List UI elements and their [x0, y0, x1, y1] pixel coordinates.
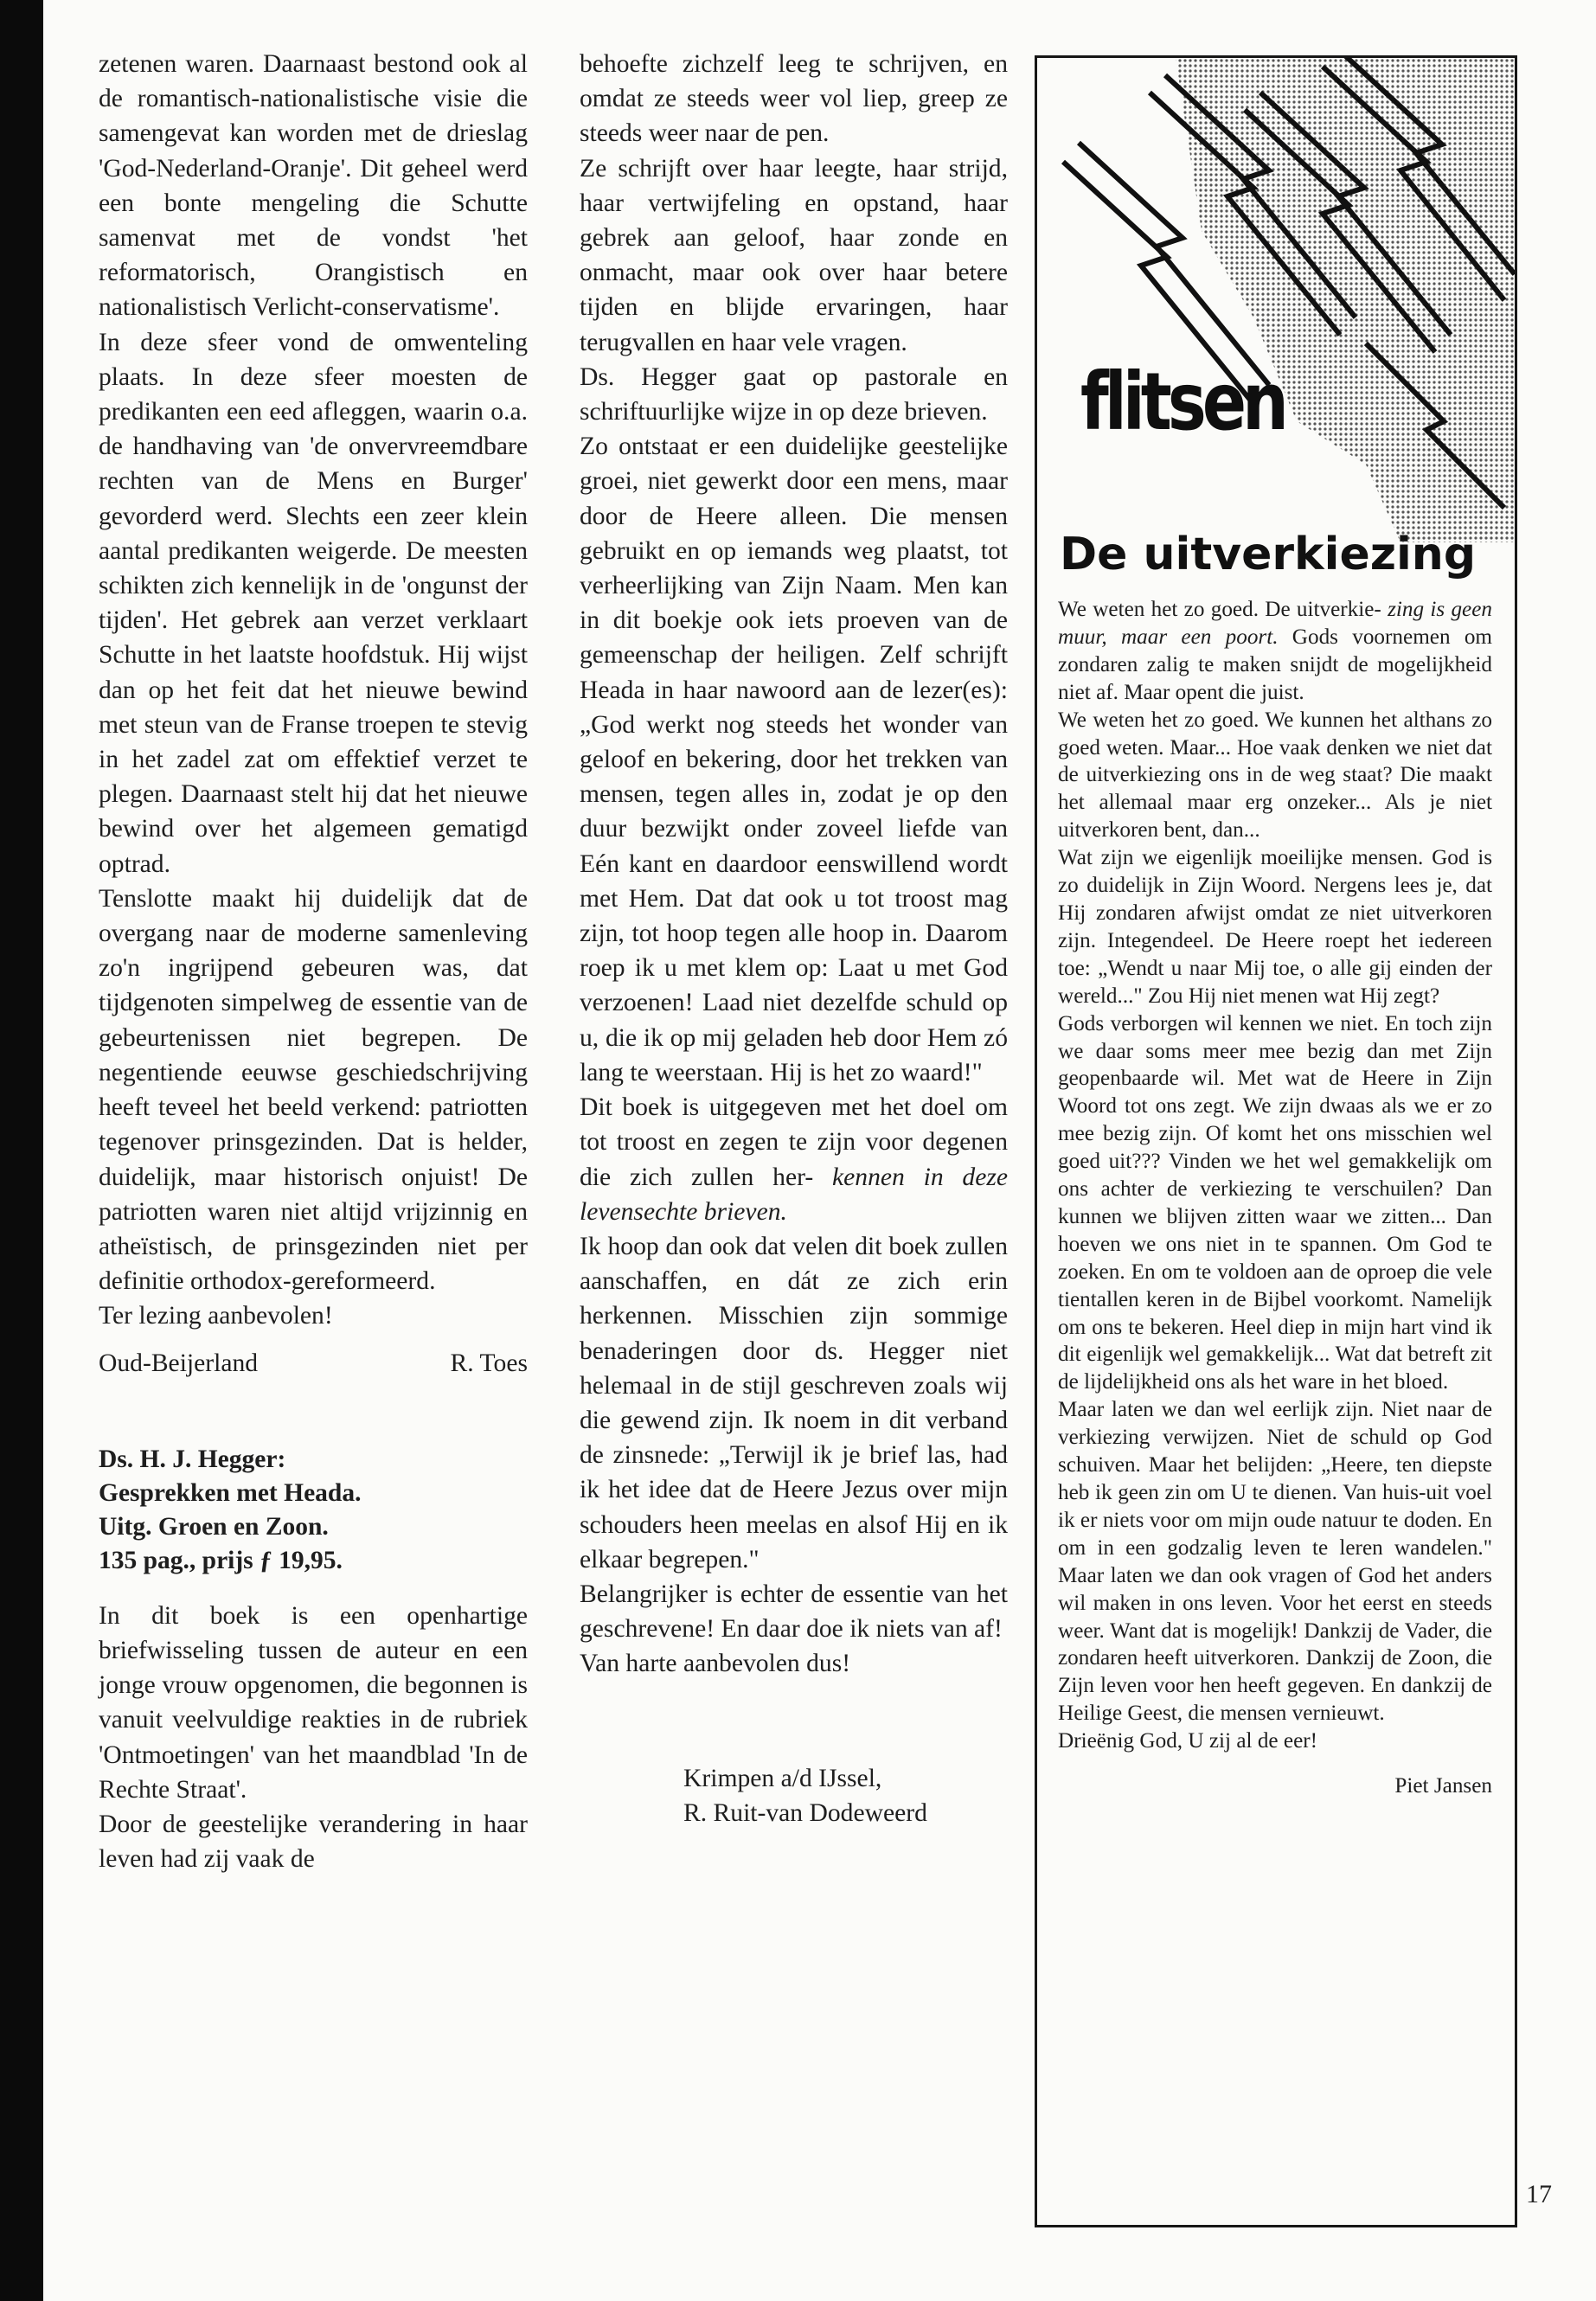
review2-signature [580, 1761, 1008, 1830]
sidebar-body [1058, 596, 1492, 1800]
review2-paragraph: Ds. Hegger gaat op pastorale en schriftuurlijke wijze in op deze brieven. [580, 362, 1008, 426]
dedication-text: Dit boek is uitgegeven met het doel om tot troost en zegen te zijn voor degenen die zich zullen her- [580, 1093, 1008, 1191]
book-author: Ds. H. J. Hegger: [99, 1445, 286, 1473]
review1-paragraph: zetenen waren. Daarnaast bestond ook al de romantisch-nationalistische visie die samengevat kan worden met de drieslag 'God-Nederland-Oranje'. Dit geheel werd een bonte mengeling die Schutte samenvat met de vondst 'het reformatorisch, Orangistisch en nationalistisch Verlicht-conservatisme'. [99, 50, 528, 322]
review2-paragraph: Ik hoop dan ook dat velen dit boek zullen aanschaffen, en dát ze zich erin herkennen. Misschien zijn sommige benaderingen door ds. Hegger niet helemaal in de stijl geschreven zoals wij die gewend zijn. Ik noem in dit verband de zinsnede: „Terwijl ik je brief las, had ik het idee dat de Heere Jezus over mijn schouders heen meelas en alsof Hij en ik elkaar begrepen." [580, 1232, 1008, 1574]
scan-binding-edge [0, 0, 43, 2301]
intro-italic: zing is geen muur, maar een poort. [1058, 598, 1492, 649]
lightning-bolts-icon [1037, 58, 1515, 542]
sidebar-paragraph: Drieënig God, U zij al de eer! [1058, 1729, 1318, 1753]
review2-place: Krimpen a/d IJssel, [683, 1764, 882, 1792]
page-number: 17 [1526, 2180, 1552, 2208]
review1-signature [99, 1346, 528, 1381]
review2-book-details [99, 1443, 528, 1578]
sidebar-intro [1058, 596, 1492, 707]
dedication-italic: kennen in deze levensechte brieven. [580, 1163, 1008, 1226]
review2-paragraph: behoefte zichzelf leeg te schrijven, en omdat ze steeds weer vol liep, greep ze steeds weer naar de pen. [580, 50, 1008, 148]
sidebar-paragraph: We weten het zo goed. We kunnen het althans zo goed weten. Maar... Hoe vaak denken we niet dat de uitverkiezing ons in de weg staat? Die maakt het allemaal maar erg onzeker... Als je niet uitverkoren bent, dan... [1058, 708, 1492, 843]
review1-paragraph: In deze sfeer vond de omwenteling plaats. In deze sfeer moesten de predikanten een eed afleggen, waarin o.a. de handhaving van 'de onvervreemdbare rechten van de Mens en Burger' gevorderd werd. Slechts een zeer klein aantal predikanten weigerde. De meesten schikten zich kennelijk in de 'ongunst der tijden'. Het gebrek aan verzet verklaart Schutte in het laatste hoofdstuk. Hij wijst dan op het feit dat het nieuwe bewind met steun van de Franse troepen te stevig in het zadel zat om effektief verzet te plegen. Daarnaast stelt hij dat het nieuwe bewind over het algemeen gematigd optrad. [99, 328, 528, 878]
book-publisher: Uitg. Groen en Zoon. [99, 1512, 329, 1541]
review2-author: R. Ruit-van Dodeweerd [683, 1798, 927, 1827]
book-title: Gesprekken met Heada. [99, 1478, 362, 1507]
review1-paragraph: Tenslotte maakt hij duidelijk dat de overgang naar de moderne samenleving zo'n ingrijpend gebeuren was, dat tijdgenoten simpelweg de essentie van de gebeurtenissen niet begrepen. De negentiende eeuwse geschiedschrijving heeft teveel het beeld verkend: patriotten tegenover prinsgezinden. Dat is helder, duidelijk, maar historisch onjuist! De patriotten waren niet altijd vrijzinnig en atheïstisch, de prinsgezinden niet per definitie orthodox-gereformeerd. [99, 884, 528, 1296]
sidebar-author: Piet Jansen [1394, 1774, 1492, 1798]
sidebar-paragraph: Gods verborgen wil kennen we niet. En toch zijn we daar soms meer mee bezig dan met Zijn geopenbaarde wil. Met wat de Heere in Zijn Woord tot ons zegt. We zijn dwaas als we er zo mee bezig zijn. Of komt het ons misschien wel goed uit??? Vinden we het wel gemakkelijk om ons achter de verkiezing te verschuilen? Dan kunnen we blijven zitten waar we zitten... Dan hoeven we ons niet in te spannen. Om God te zoeken. En om te voldoen aan de oproep die vele tientallen keren in de Bijbel voorkomt. Namelijk om ons te bekeren. Heel diep in mijn hart vind ik dit eigenlijk wel gemakkelijk... Wat dat betreft zit de lijdelijkheid ons als het ware in het bloed. [1058, 1011, 1492, 1394]
review2-paragraph [580, 1090, 1008, 1229]
sidebar-paragraph: Maar laten we dan wel eerlijk zijn. Niet naar de verkiezing verwijzen. Niet de schuld op God schuiven. Maar het belijden: „Heere, ten diepste heb ik geen zin om U te dienen. Van huis-uit voel ik er niets voor om mijn oude natuur te doden. En om in een godzalig leven te leren wandelen." Maar laten we dan ook vragen of God het anders wil maken in ons leven. Voor het eerst en steeds weer. Want dat is mogelijk! Dankzij de Vader, die zondaren heeft uitverkoren. Dankzij de Zoon, die Zijn leven voor hen heeft gegeven. En dankzij de Heilige Geest, die mensen vernieuwt. [1058, 1398, 1492, 1726]
review2-paragraph: Van harte aanbevolen dus! [580, 1650, 851, 1678]
review1-author: R. Toes [450, 1349, 528, 1377]
book-price: 135 pag., prijs ƒ 19,95. [99, 1546, 343, 1574]
review2-paragraph: Ze schrijft over haar leegte, haar strijd, haar vertwijfeling en opstand, haar gebrek aan geloof, haar zonde en onmacht, maar ook over haar betere tijden en blijde ervaringen, haar terugvallen en haar vele vragen. [580, 154, 1008, 356]
review1-paragraph: Ter lezing aanbevolen! [99, 1302, 333, 1330]
sidebar-paragraph: Wat zijn we eigenlijk moeilijke mensen. God is zo duidelijk in Zijn Woord. Nergens lees je, dat Hij zondaren afwijst omdat ze niet uitverkoren zijn. Integendeel. De Heere roept het iedereen toe: „Wendt u naar Mij toe, o alle gij einden der wereld..." Zou Hij niet menen wat Hij zegt? [1058, 846, 1492, 1008]
review2-paragraph: Zo ontstaat er een duidelijke geestelijke groei, niet gewerkt door een mens, maar door de Heere alleen. Die mensen gebruikt en op iemands weg plaatst, tot verheerlijking van Zijn Naam. Men kan in dit boekje ook iets proeven van de gemeenschap der heiligen. Zelf schrijft Heada in haar nawoord aan de lezer(es): „God werkt nog steeds het wonder van geloof en bekering, door het trekken van mensen, tegen alles in, zodat je op den duur bezwijkt onder zoveel liefde van Eén kant en daardoor eenswillend wordt met Hem. Dat dat ook u tot troost mag zijn, tot hoop tegen alle hoop in. Daarom roep ik u met klem op: Laat u met God verzoenen! Laad niet dezelfde schuld op u, die ik op mij geladen heb door Hem zó lang te weerstaan. Hij is het zo waard!" [580, 433, 1008, 1086]
review2-paragraph: Door de geestelijke verandering in haar leven had zij vaak de [99, 1810, 528, 1874]
column-1 [99, 47, 528, 1876]
column-2 [580, 47, 1008, 1830]
review2-paragraph: In dit boek is een openhartige briefwisseling tussen de auteur en een jonge vrouw opgenomen, die begonnen is vanuit veelvuldige reakties in de rubriek 'Ontmoetingen' van het maandblad 'In de Rechte Straat'. [99, 1601, 528, 1804]
intro-text: Gods voornemen om zondaren zalig te maken snijdt de mogelijkheid niet af. Maar opent die juist. [1058, 625, 1493, 704]
review1-place: Oud-Beijerland [99, 1349, 259, 1377]
flitsen-logo: flitsen [1080, 356, 1285, 448]
intro-text: We weten het zo goed. De uitverkie- [1058, 598, 1381, 621]
sidebar-title: De uitverkiezing [1060, 529, 1477, 580]
review2-paragraph: Belangrijker is echter de essentie van het geschrevene! En daar doe ik niets van af! [580, 1580, 1008, 1644]
flitsen-sidebar [1035, 55, 1517, 2227]
